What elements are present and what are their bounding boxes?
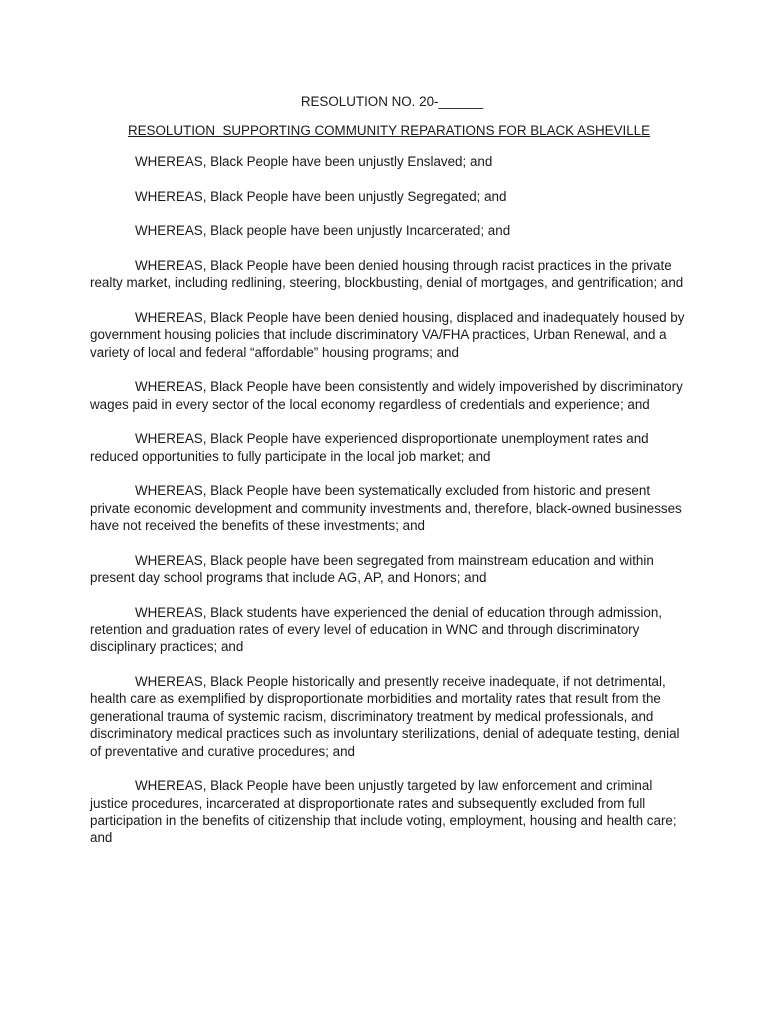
whereas-paragraph-5: WHEREAS, Black People have been denied housing, displaced and inadequately housed by government housing policies that include discriminatory VA/FHA practices, Urban Renewal, and a variety of local and federal “affordable” housing programs; and [90,309,685,360]
whereas-paragraph-8: WHEREAS, Black People have been systematically excluded from historic and present private economic development and community investments and, therefore, black-owned businesses have not received the benefits of these investments; and [90,483,682,533]
whereas-paragraph-6: WHEREAS, Black People have been consistently and widely impoverished by discriminatory wages paid in every sector of the local economy regardless of credentials and experience; and [90,379,683,412]
resolution-number-title: RESOLUTION NO. 20-______ [300,94,484,109]
whereas-paragraph-11: WHEREAS, Black People historically and presently receive inadequate, if not detrimental, health care as exemplified by disproportionate morbidities and mortality rates that result from the generational trauma of systemic racism, discriminatory treatment by medical professionals, and discriminatory medical practices such as involuntary sterilizations, denial of adequate testing, denial of preventative and curative procedures; and [90,674,680,759]
whereas-paragraph-1: WHEREAS, Black People have been unjustly Enslaved; and [135,154,493,169]
whereas-paragraph-7: WHEREAS, Black People have experienced disproportionate unemployment rates and reduced opportunities to fully participate in the local job market; and [90,431,649,464]
whereas-paragraph-2: WHEREAS, Black People have been unjustly Segregated; and [135,188,507,204]
whereas-paragraph-4: WHEREAS, Black People have been denied housing through racist practices in the private realty market, including redlining, steering, blockbusting, denial of mortgages, and gentrification; and [90,257,684,291]
whereas-paragraph-10: WHEREAS, Black students have experienced the denial of education through admission, retention and graduation rates of every level of education in WNC and through discriminatory disciplinary practices; and [90,604,663,655]
whereas-paragraph-3: WHEREAS, Black people have been unjustly Incarcerated; and [135,223,511,239]
whereas-paragraph-9: WHEREAS, Black people have been segregated from mainstream education and within present day school programs that include AG, AP, and Honors; and [90,552,654,585]
whereas-paragraph-12: WHEREAS, Black People have been unjustly targeted by law enforcement and criminal justice procedures, incarcerated at disproportionate rates and subsequently excluded from full participation in the benefits of citizenship that include voting, employment, housing and health care; and [90,778,677,846]
resolution-subtitle: RESOLUTION SUPPORTING COMMUNITY REPARATIONS FOR BLACK ASHEVILLE [127,123,651,138]
